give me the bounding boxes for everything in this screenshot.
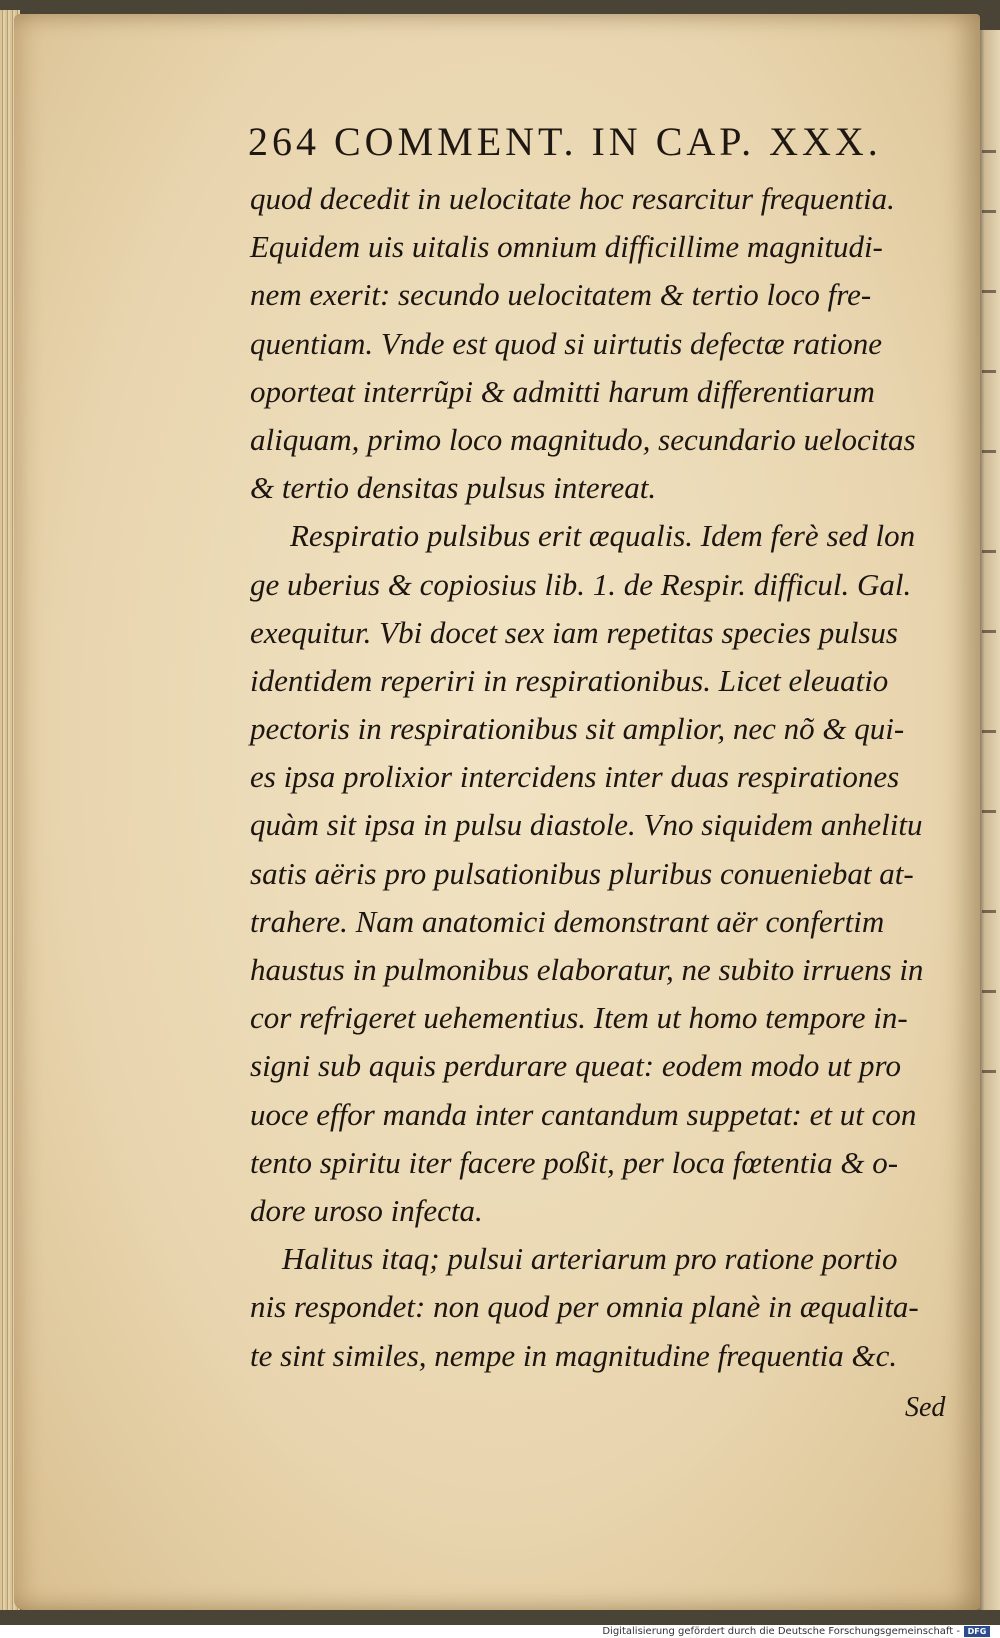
text-line: ge uberius & copiosius lib. 1. de Respir. difficul. Gal. [250, 566, 912, 602]
text-line: nem exerit: secundo uelocitatem & tertio loco fre- [250, 277, 872, 313]
text-line: & tertio densitas pulsus intereat. [250, 470, 657, 506]
text-line: identidem reperiri in respirationibus. Licet eleuatio [250, 662, 889, 698]
text-line: uoce effor manda inter cantandum suppetat: et ut con [250, 1096, 917, 1132]
text-line: oporteat interrũpi & admitti harum differentiarum [250, 373, 875, 409]
text-line: aliquam, primo loco magnitudo, secundario uelocitas [250, 421, 916, 457]
text-line: signi sub aquis perdurare queat: eodem modo ut pro [250, 1048, 901, 1084]
text-line: te sint similes, nempe in magnitudine frequentia &c. [250, 1337, 898, 1373]
text-line: quentiam. Vnde est quod si uirtutis defectæ ratione [250, 325, 882, 361]
text-line: exequitur. Vbi docet sex iam repetitas species pulsus [250, 614, 898, 650]
text-line: nis respondet: non quod per omnia planè in æqualita- [250, 1289, 919, 1325]
text-line: satis aëris pro pulsationibus pluribus conueniebat at- [250, 855, 914, 891]
dfg-logo: DFG [964, 1626, 990, 1637]
text-line: cor refrigeret uehementius. Item ut homo tempore in- [250, 1000, 908, 1036]
text-line: quod decedit in uelocitate hoc resarcitur frequentia. [250, 181, 895, 216]
catchword: Sed [905, 1392, 946, 1423]
text-line: trahere. Nam anatomici demonstrant aër confertim [250, 903, 885, 939]
text-line: Respiratio pulsibus erit æqualis. Idem ferè sed lon [290, 518, 916, 554]
text-line: pectoris in respirationibus sit amplior, nec nõ & qui- [250, 711, 905, 747]
next-page-edge [978, 30, 1000, 1610]
text-line: Halitus itaq; pulsui arteriarum pro ratione portio [282, 1241, 898, 1277]
page-header: 264 COMMENT. IN CAP. XXX. [248, 119, 882, 164]
text-line: es ipsa prolixior intercidens inter duas respirationes [250, 759, 900, 795]
text-line: haustus in pulmonibus elaboratur, ne subito irruens in [250, 952, 924, 987]
text-line: Equidem uis uitalis omnium difficillime magnitudi- [250, 229, 883, 265]
footer-credit: Digitalisierung gefördert durch die Deutsche Forschungsgemeinschaft - [602, 1626, 960, 1637]
text-line: tento spiritu iter facere poßit, per loca fœtentia & o- [250, 1144, 899, 1180]
text-line: dore uroso infecta. [250, 1192, 483, 1228]
body-text [250, 175, 950, 1380]
footer-bar [0, 1625, 1000, 1638]
text-line: quàm sit ipsa in pulsu diastole. Vno siquidem anhelitu [250, 807, 923, 843]
